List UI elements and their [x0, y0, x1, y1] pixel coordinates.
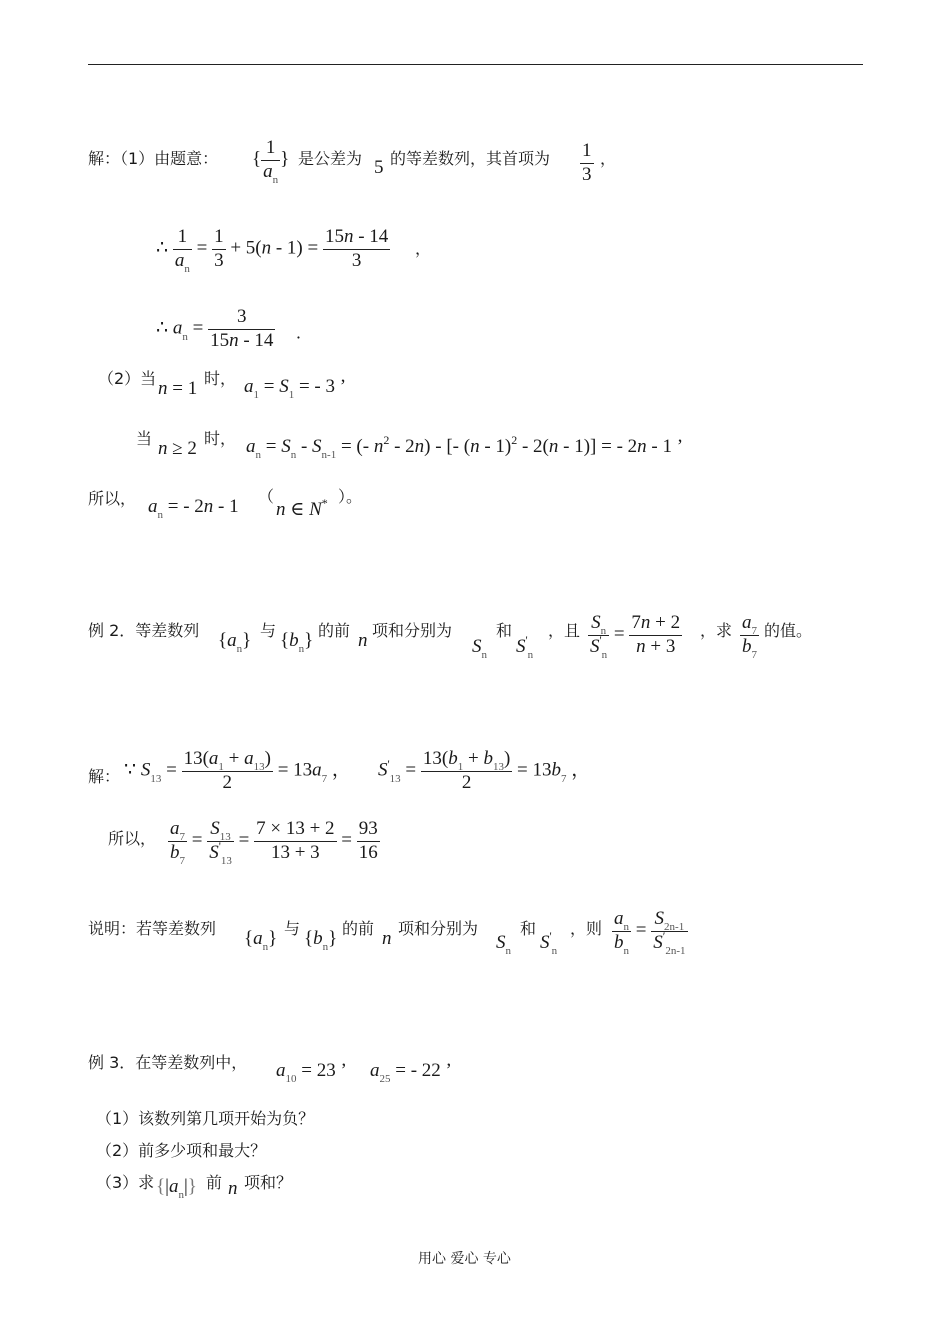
example-2-label: 例 2．等差数列 — [88, 621, 200, 640]
first-term-frac: $\frac{1}{3}$ — [582, 140, 592, 185]
note-seq-an: $\{a_n\}$ — [244, 928, 278, 953]
seq-bn: $\{b_n\}$ — [280, 630, 314, 655]
comma-1: ， — [600, 149, 617, 168]
solution-1-label: 解：（1）由题意： — [88, 149, 219, 168]
paren-close: ）。 — [338, 487, 363, 506]
result-prefix: 所以， — [88, 489, 137, 508]
question-1: （1）该数列第几项开始为负？ — [96, 1109, 315, 1128]
formula-s13-prime: $S'_{13}$ = $\frac{13(b_1 + b_{13})}{2}$ = $13b_7$ ， — [378, 748, 591, 793]
n-geq-2: n ≥ 2 — [158, 438, 197, 459]
part2-label: （2）当 — [98, 369, 157, 388]
period-1: ． — [296, 323, 313, 342]
header-rule — [88, 64, 863, 65]
formula-an-general: $a_n = S_n - S_{n-1}$ = (- $n^2 - 2n$) - [- (n - 1)$^2$ - 2(n - 1)] = - 2n - 1 ’ — [246, 433, 684, 461]
seq-reciprocal: { $\frac{1}{a_n}$ } — [252, 137, 290, 186]
result-an: $a_n$ = - 2n - 1 — [148, 496, 239, 521]
question-3-mid: 前 — [206, 1173, 223, 1192]
formula-an: ∴ $a_n$ = $\frac{3}{15n - 14}$ — [156, 306, 274, 351]
note-sn: $S_n$ — [496, 932, 511, 957]
when-label-2: 当 — [136, 429, 153, 448]
text-first-term: 的等差数列，其首项为 — [390, 149, 551, 168]
note-seq-bn: $\{b_n\}$ — [304, 928, 338, 953]
q3-n-symbol: n — [228, 1178, 238, 1199]
ratio-result: $\frac{a_7}{b_7}$ = $\frac{S_{13}}{S'_{13}}$ = $\frac{7 \times 13 + 2}{13 + 3}$ = $\frac{93}{16}$ — [170, 818, 378, 867]
formula-s13: ∵ $S_{13}$ = $\frac{13(a_1 + a_{13})}{2}$ = $13a_7$ ， — [124, 748, 351, 793]
ratio-condition: $\frac{S_n}{S'_n}$ = $\frac{7n + 2}{n + 3}$ — [590, 612, 681, 661]
sn-prime-symbol: $S'_n$ — [516, 633, 534, 661]
note-and-1: 与 — [284, 919, 301, 938]
ex2-value: 的值。 — [764, 621, 813, 640]
footer-text: 用心 爱心 专心 — [418, 1251, 511, 1267]
solution-2-label: 解： — [88, 767, 121, 786]
ex2-ask: ，求 — [700, 621, 733, 640]
question-3-prefix: （3）求 — [96, 1173, 155, 1192]
when-1: 时， — [204, 369, 237, 388]
a10-value: $a_{10} = 23$ ’ — [276, 1060, 347, 1085]
note-ratio: $\frac{a_n}{b_n}$ = $\frac{S_{2n-1}}{S'_{2n-1}}$ — [614, 908, 686, 957]
sn-symbol: $S_n$ — [472, 636, 487, 661]
note-n-symbol: n — [382, 928, 392, 949]
a25-value: $a_{25}$ = - 22 ’ — [370, 1060, 452, 1085]
note-sum-text: 项和分别为 — [398, 919, 479, 938]
text-is-arith: 是公差为 — [298, 149, 363, 168]
seq-an: $\{a_n\}$ — [218, 630, 252, 655]
ex2-and-2: 和 — [496, 621, 513, 640]
formula-reciprocal-an: ∴ $\frac{1}{a_n}$ = $\frac{1}{3}$ + 5(n - 1) = $\frac{15n - 14}{3}$ — [156, 226, 389, 275]
ex2-sum-text: 项和分别为 — [372, 621, 453, 640]
common-difference: 5 — [374, 157, 384, 178]
paren-open: （ — [258, 487, 275, 506]
note-and-2: 和 — [520, 919, 537, 938]
when-2: 时， — [204, 429, 237, 448]
n-equals-1: n = 1 — [158, 378, 198, 399]
ex2-and-1: 与 — [260, 621, 277, 640]
a1-equals: $a_1 = S_1$ = - 3 ’ — [244, 376, 347, 401]
ex2-front: 的前 — [318, 621, 351, 640]
n-symbol: n — [358, 630, 368, 651]
note-sn-prime: $S'_n$ — [540, 929, 558, 957]
note-front: 的前 — [342, 919, 375, 938]
so-label: 所以， — [108, 829, 157, 848]
a7-over-b7: $\frac{a_7}{b_7}$ — [742, 612, 757, 661]
question-2: （2）前多少项和最大？ — [96, 1141, 267, 1160]
note-label: 说明：若等差数列 — [88, 919, 217, 938]
comma-2: ， — [415, 239, 432, 258]
ex2-cond: ，且 — [548, 621, 581, 640]
example-3-label: 例 3．在等差数列中， — [88, 1053, 248, 1072]
abs-an-seq: $\{|a_n|\}$ — [156, 1176, 197, 1201]
n-in-N: n ∈ N* — [276, 496, 328, 520]
note-then: ，则 — [570, 919, 603, 938]
question-3-suffix: 项和？ — [244, 1173, 293, 1192]
